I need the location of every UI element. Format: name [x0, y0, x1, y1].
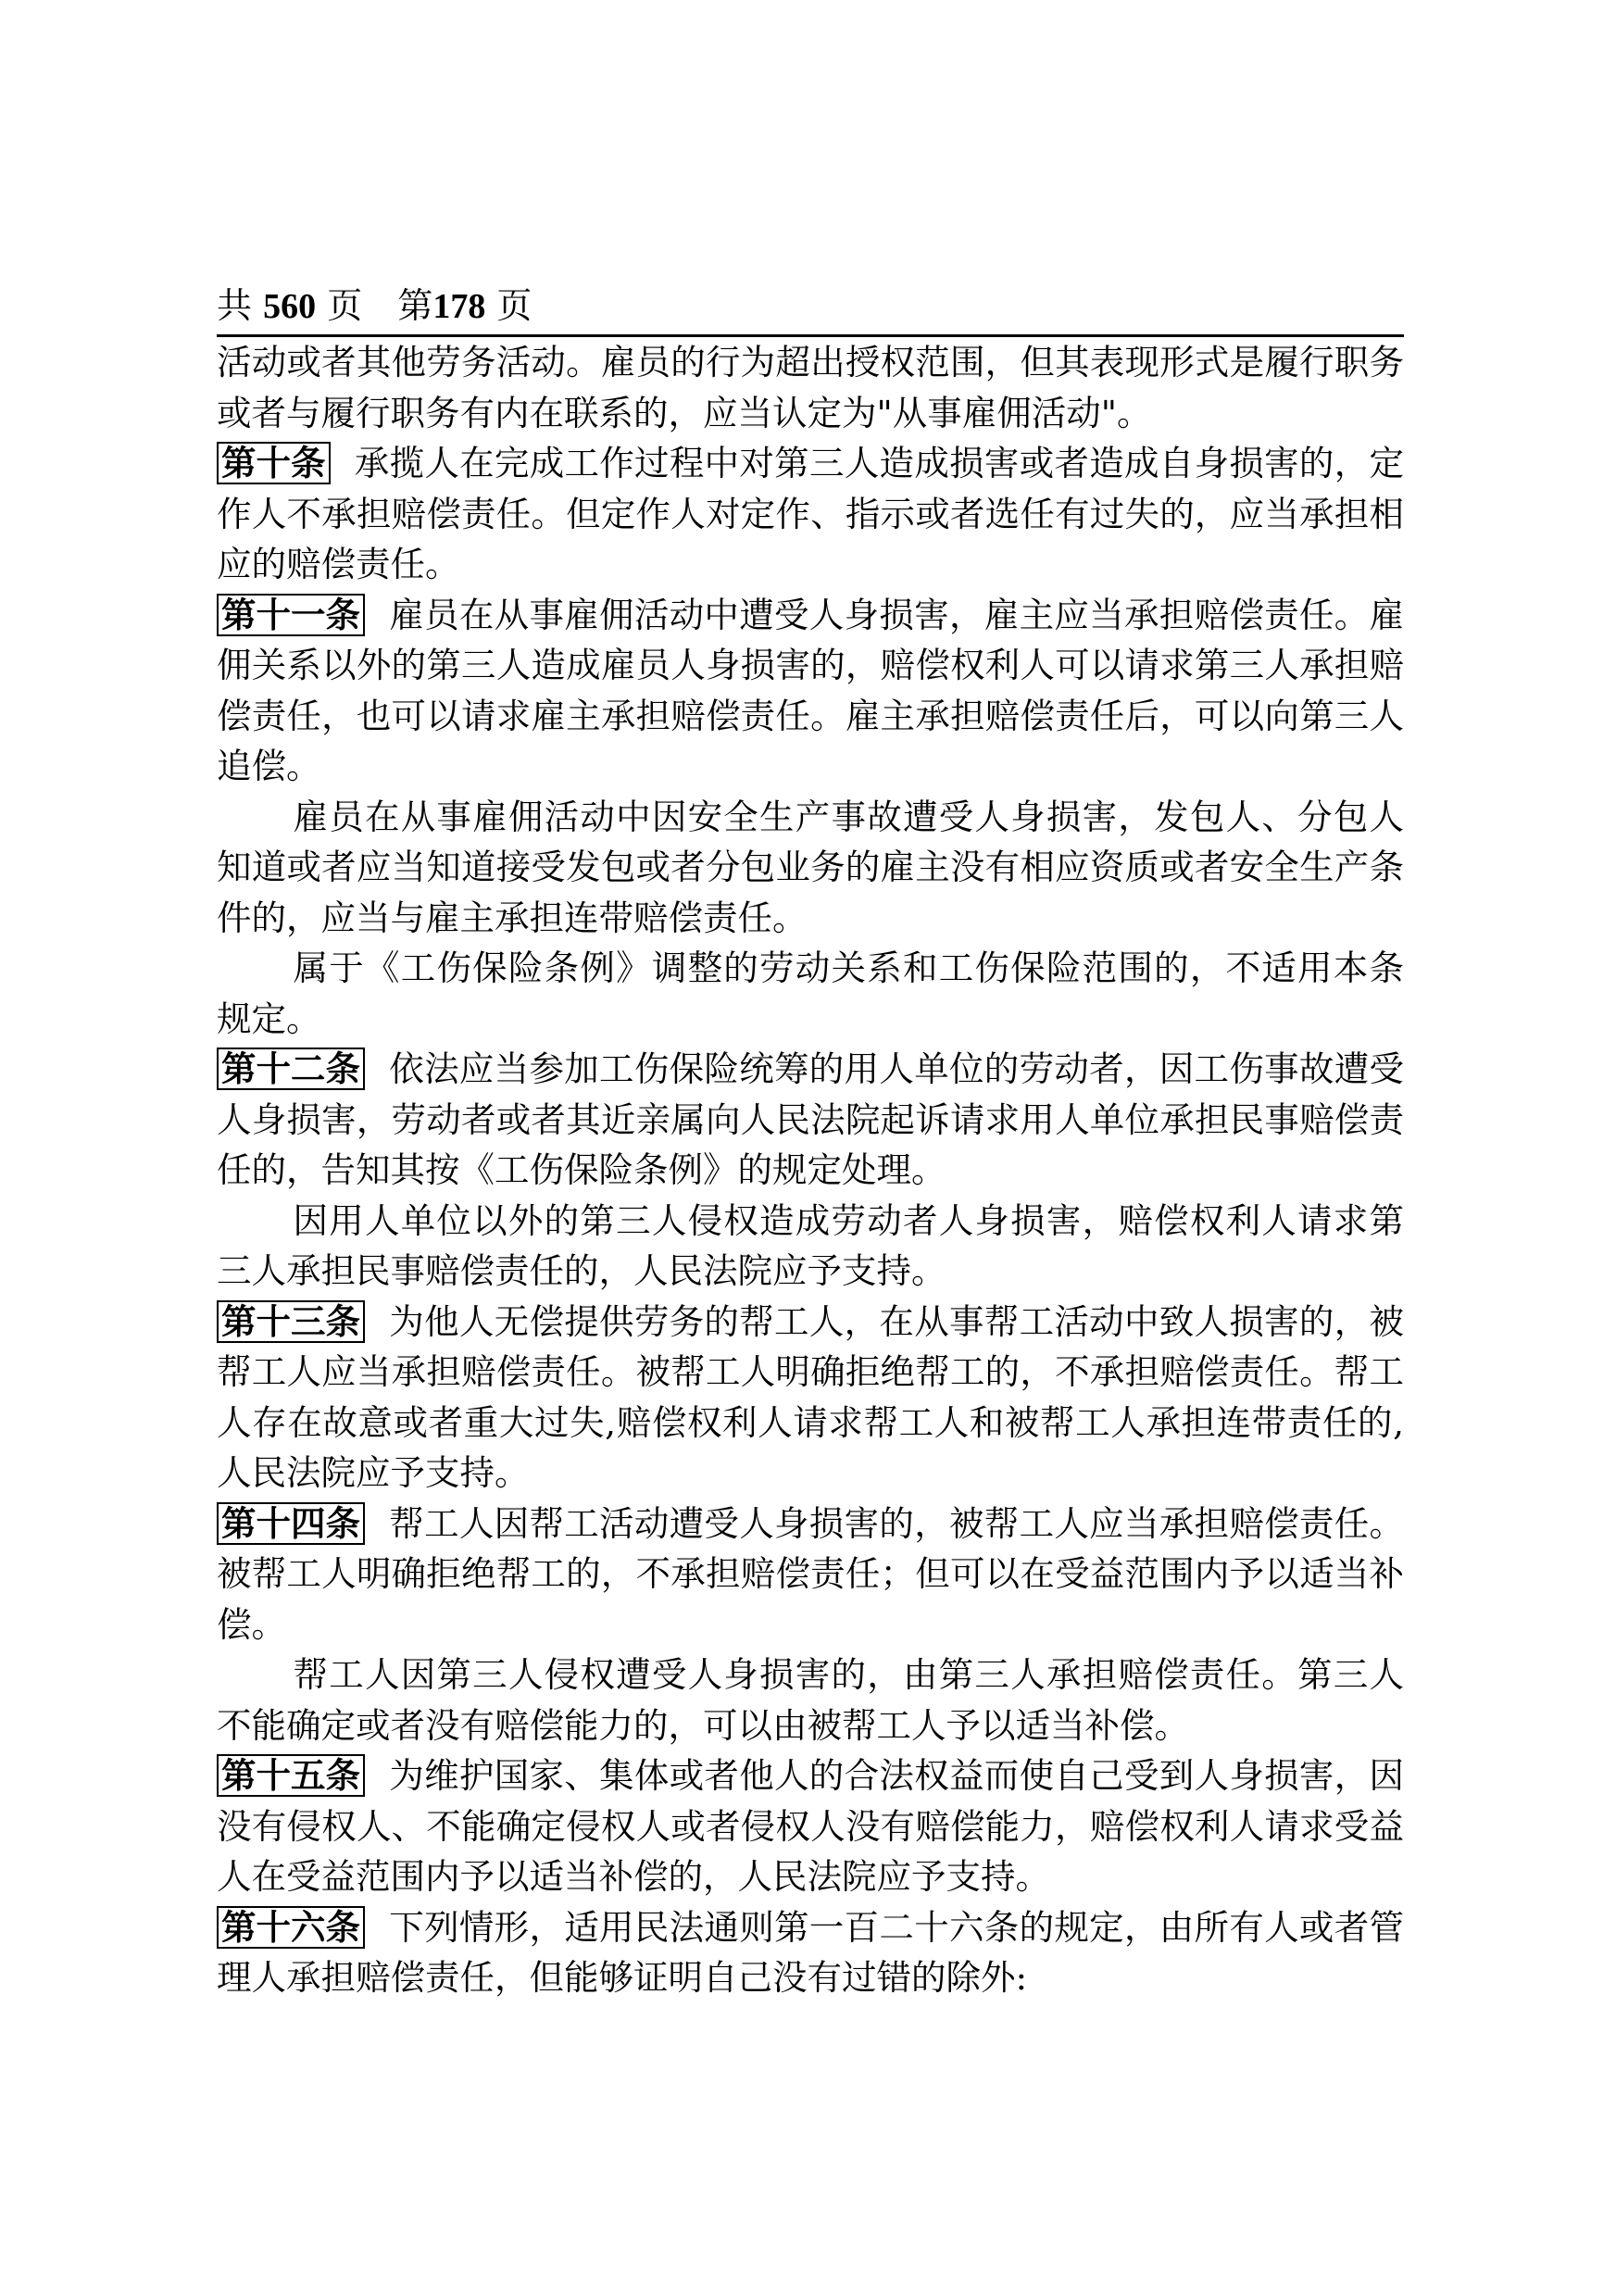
article-label: 第十二条 — [217, 1048, 365, 1090]
paragraph — [217, 337, 1404, 438]
article-12 — [217, 1044, 1404, 1196]
total-suffix: 页 — [327, 285, 363, 326]
article-15 — [217, 1750, 1404, 1902]
article-label: 第十四条 — [217, 1502, 365, 1545]
paragraph — [217, 1650, 1404, 1750]
article-label: 第十一条 — [217, 594, 365, 636]
article-label: 第十五条 — [217, 1754, 365, 1797]
paragraph — [217, 792, 1404, 944]
paragraph-text: 帮工人因第三人侵权遭受人身损害的，由第三人承担赔偿责任。第三人不能确定或者没有赔偿能力的，可以由被帮工人予以适当补偿。 — [217, 1654, 1404, 1746]
article-10 — [217, 438, 1404, 590]
total-pages: 560 — [263, 287, 317, 326]
article-text: 下列情形，适用民法通则第一百二十六条的规定，由所有人或者管理人承担赔偿责任，但能够证明自己没有过错的除外: — [217, 1906, 1404, 1998]
article-14 — [217, 1499, 1404, 1650]
paragraph-text: 因用人单位以外的第三人侵权造成劳动者人身损害，赔偿权利人请求第三人承担民事赔偿责任的，人民法院应予支持。 — [217, 1199, 1404, 1291]
page-header — [217, 282, 1404, 337]
paragraph-text: 属于《工伤保险条例》调整的劳动关系和工伤保险范围的，不适用本条规定。 — [217, 947, 1404, 1039]
article-label: 第十三条 — [217, 1300, 365, 1343]
article-16 — [217, 1902, 1404, 2003]
article-text: 为他人无偿提供劳务的帮工人，在从事帮工活动中致人损害的，被帮工人应当承担赔偿责任。被帮工人明确拒绝帮工的，不承担赔偿责任。帮工人存在故意或者重大过失,赔偿权利人请求帮工人和被帮工人承担连带责任的,人民法院应予支持。 — [217, 1300, 1404, 1493]
current-prefix: 第 — [397, 285, 433, 326]
paragraph-text: 雇员在从事雇佣活动中因安全生产事故遭受人身损害，发包人、分包人知道或者应当知道接受发包或者分包业务的雇主没有相应资质或者安全生产条件的，应当与雇主承担连带赔偿责任。 — [217, 796, 1404, 938]
article-11 — [217, 590, 1404, 792]
article-text: 为维护国家、集体或者他人的合法权益而使自己受到人身损害，因没有侵权人、不能确定侵权人或者侵权人没有赔偿能力，赔偿权利人请求受益人在受益范围内予以适当补偿的，人民法院应予支持。 — [217, 1755, 1404, 1897]
article-13 — [217, 1297, 1404, 1499]
paragraph — [217, 943, 1404, 1044]
document-body — [217, 337, 1404, 2003]
article-text: 依法应当参加工伤保险统筹的用人单位的劳动者，因工伤事故遭受人身损害，劳动者或者其近亲属向人民法院起诉请求用人单位承担民事赔偿责任的，告知其按《工伤保险条例》的规定处理。 — [217, 1048, 1404, 1190]
article-text: 雇员在从事雇佣活动中遭受人身损害，雇主应当承担赔偿责任。雇佣关系以外的第三人造成雇员人身损害的，赔偿权利人可以请求第三人承担赔偿责任，也可以请求雇主承担赔偿责任。雇主承担赔偿责任后，可以向第三人追偿。 — [217, 594, 1404, 786]
article-text: 承揽人在完成工作过程中对第三人造成损害或者造成自身损害的，定作人不承担赔偿责任。但定作人对定作、指示或者选任有过失的，应当承担相应的赔偿责任。 — [217, 443, 1404, 584]
total-prefix: 共 — [217, 285, 253, 326]
article-label: 第十六条 — [217, 1906, 365, 1949]
current-suffix: 页 — [496, 285, 532, 326]
article-label: 第十条 — [217, 442, 331, 484]
article-text: 帮工人因帮工活动遭受人身损害的，被帮工人应当承担赔偿责任。被帮工人明确拒绝帮工的，不承担赔偿责任；但可以在受益范围内予以适当补偿。 — [217, 1502, 1404, 1645]
current-page: 178 — [432, 287, 486, 326]
paragraph — [217, 1196, 1404, 1297]
paragraph-text: 活动或者其他劳务活动。雇员的行为超出授权范围，但其表现形式是履行职务或者与履行职务有内在联系的，应当认定为"从事雇佣活动"。 — [217, 342, 1404, 433]
